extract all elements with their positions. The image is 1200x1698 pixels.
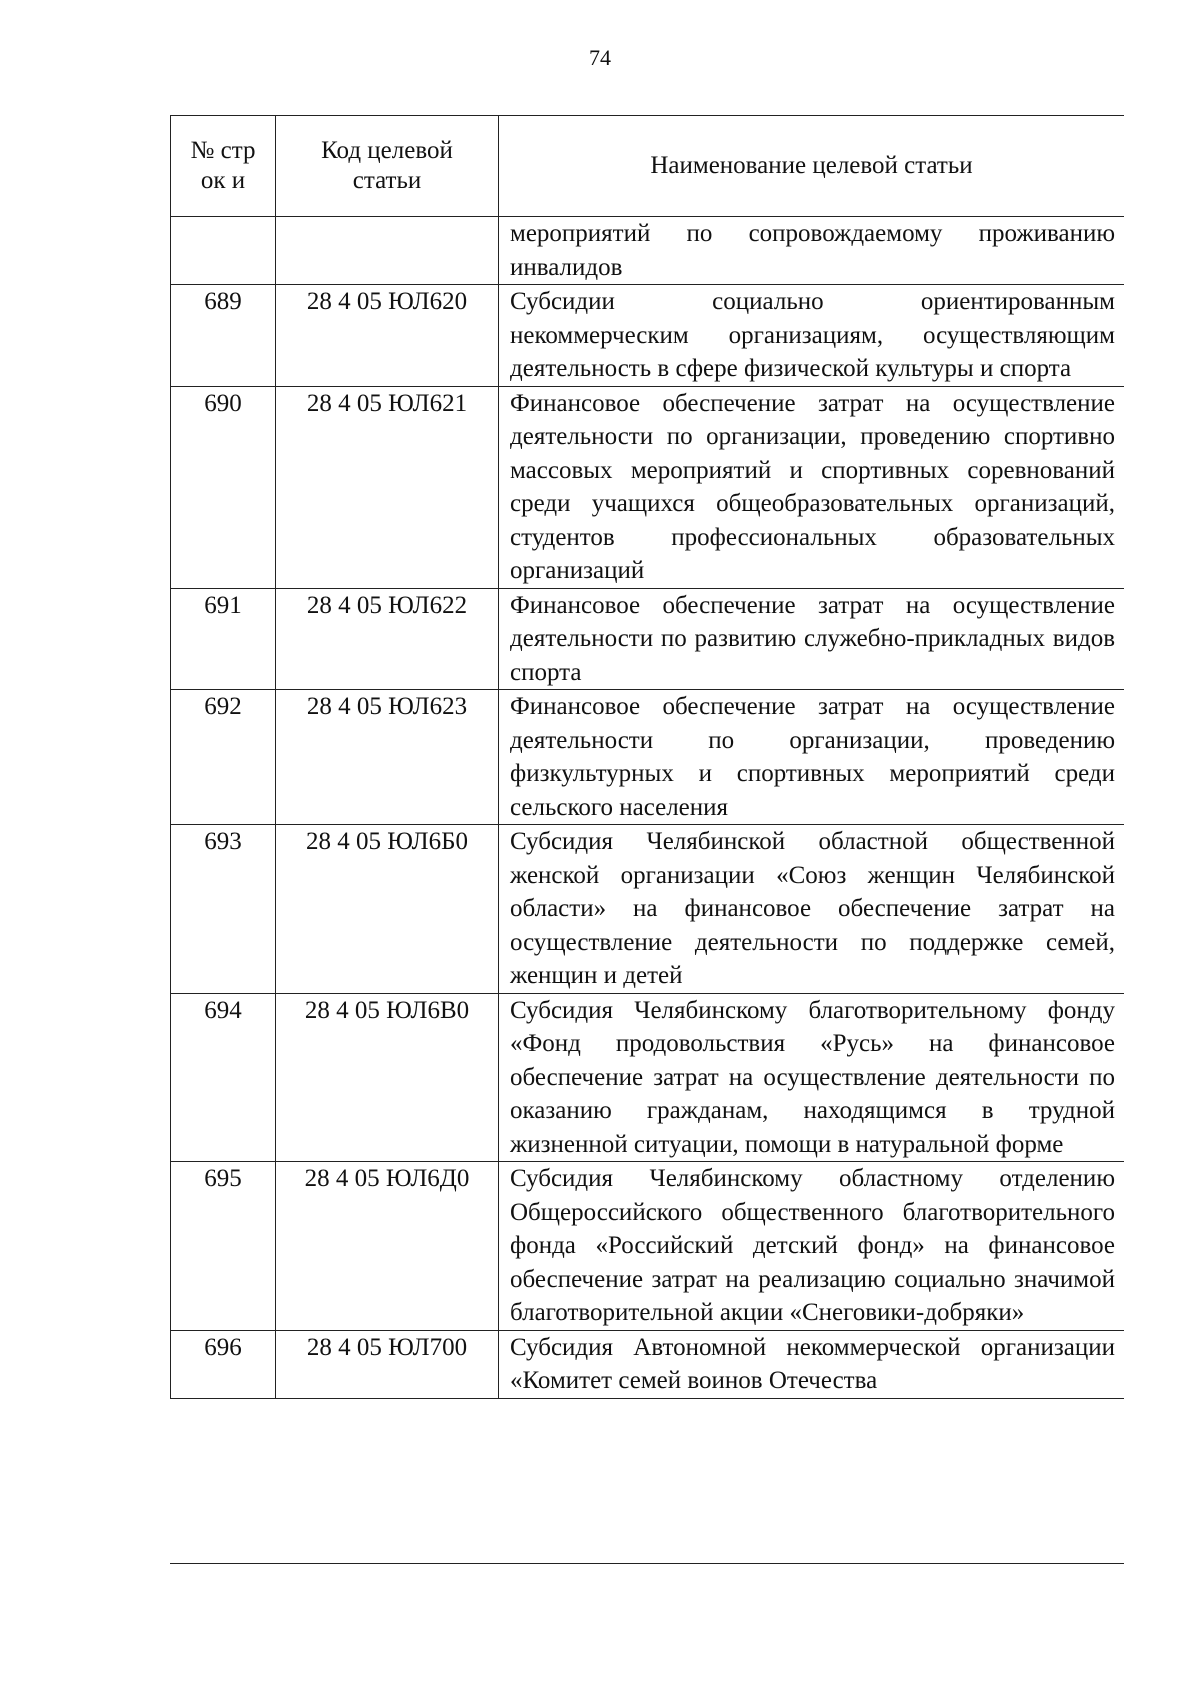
row-name: Субсидия Автономной некоммерческой организации «Комитет семей воинов Отечества — [499, 1330, 1125, 1398]
row-number: 692 — [171, 690, 276, 825]
row-code — [276, 217, 499, 285]
row-number: 696 — [171, 1330, 276, 1398]
row-number: 691 — [171, 588, 276, 690]
row-name: мероприятий по сопровождаемому проживанию инвалидов — [499, 217, 1125, 285]
row-name: Финансовое обеспечение затрат на осуществление деятельности по организации, проведению физкультурных и спортивных мероприятий среди сельского населения — [499, 690, 1125, 825]
row-number: 695 — [171, 1162, 276, 1331]
budget-table-container — [170, 115, 1124, 1564]
budget-table — [170, 115, 1124, 1399]
header-row-number-label: № строк и — [190, 137, 256, 194]
table-row — [171, 386, 1125, 588]
table-row — [171, 1330, 1125, 1398]
header-target-name — [499, 116, 1125, 217]
row-name: Субсидия Челябинскому благотворительному фонду «Фонд продовольствия «Русь» на финансовое обеспечение затрат на осуществление деятельности по оказанию гражданам, находящимся в трудной жизненной ситуации, помощи в натуральной форме — [499, 993, 1125, 1162]
table-row — [171, 825, 1125, 994]
table-body — [171, 217, 1125, 1399]
table-row — [171, 1162, 1125, 1331]
row-number: 693 — [171, 825, 276, 994]
table-row — [171, 217, 1125, 285]
page-number: 74 — [589, 45, 611, 70]
row-code: 28 4 05 ЮЛ621 — [276, 386, 499, 588]
row-number: 694 — [171, 993, 276, 1162]
header-target-name-label: Наименование целевой статьи — [650, 152, 973, 179]
row-code: 28 4 05 ЮЛ700 — [276, 1330, 499, 1398]
header-target-code-label: Код целевой статьи — [321, 137, 453, 194]
table-row — [171, 690, 1125, 825]
table-row — [171, 993, 1125, 1162]
row-code: 28 4 05 ЮЛ6Д0 — [276, 1162, 499, 1331]
row-number: 689 — [171, 285, 276, 387]
row-code: 28 4 05 ЮЛ6Б0 — [276, 825, 499, 994]
header-row-number — [171, 116, 276, 217]
row-name: Финансовое обеспечение затрат на осуществление деятельности по развитию служебно-прикладных видов спорта — [499, 588, 1125, 690]
row-code: 28 4 05 ЮЛ623 — [276, 690, 499, 825]
header-target-code — [276, 116, 499, 217]
table-row — [171, 588, 1125, 690]
row-name: Субсидия Челябинской областной общественной женской организации «Союз женщин Челябинской области» на финансовое обеспечение затрат на осуществление деятельности по поддержке семей, женщин и детей — [499, 825, 1125, 994]
row-code: 28 4 05 ЮЛ622 — [276, 588, 499, 690]
header-row — [171, 116, 1125, 217]
row-name: Субсидия Челябинскому областному отделению Общероссийского общественного благотворительного фонда «Российский детский фонд» на финансовое обеспечение затрат на реализацию социально значимой благотворительной акции «Снеговики-добряки» — [499, 1162, 1125, 1331]
row-number — [171, 217, 276, 285]
row-code: 28 4 05 ЮЛ6В0 — [276, 993, 499, 1162]
row-code: 28 4 05 ЮЛ620 — [276, 285, 499, 387]
row-name: Субсидии социально ориентированным некоммерческим организациям, осуществляющим деятельность в сфере физической культуры и спорта — [499, 285, 1125, 387]
row-number: 690 — [171, 386, 276, 588]
row-name: Финансовое обеспечение затрат на осуществление деятельности по организации, проведению спортивно массовых мероприятий и спортивных соревнований среди учащихся общеобразовательных организаций, студентов профессиональных образовательных организаций — [499, 386, 1125, 588]
table-row — [171, 285, 1125, 387]
table-header — [171, 116, 1125, 217]
